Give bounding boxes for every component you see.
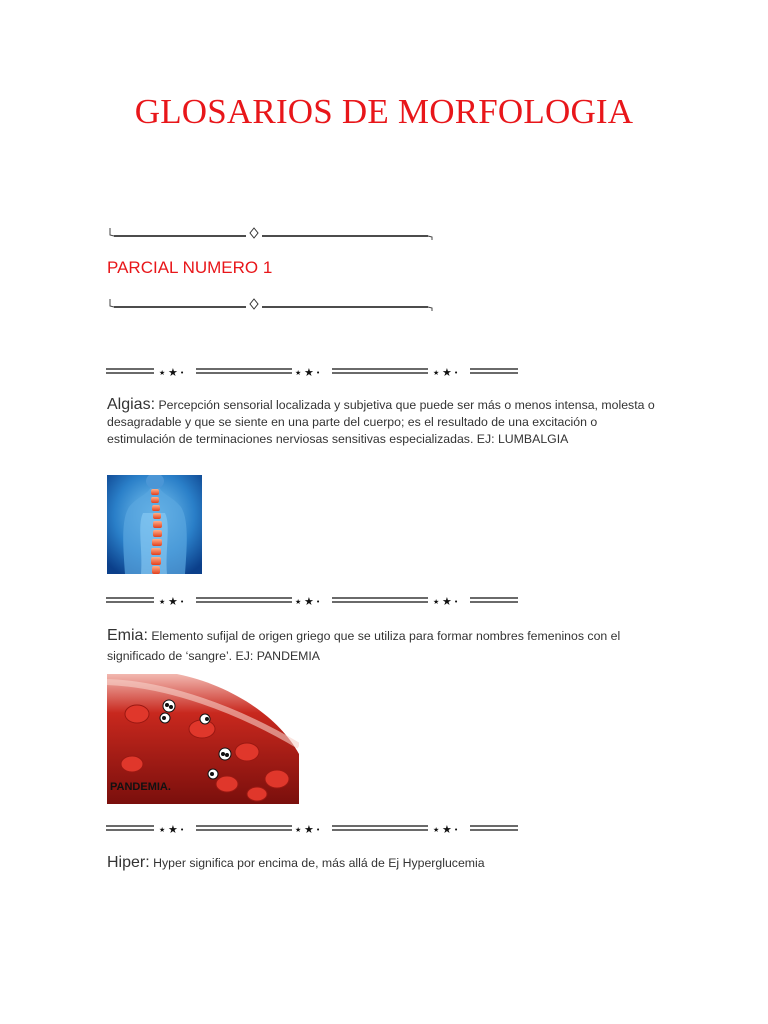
svg-text:★: ★: [168, 823, 178, 834]
svg-text:•: •: [316, 826, 321, 834]
glossary-entry-hiper: [107, 854, 667, 872]
svg-text:★: ★: [295, 369, 302, 377]
svg-text:★: ★: [304, 595, 314, 606]
ornamental-border-bottom: [108, 297, 434, 311]
glossary-definition: Elemento sufijal de origen griego que se utiliza para formar nombres femeninos con el significado de ‘sangre’. EJ: PANDEMIA: [107, 629, 621, 663]
svg-text:★: ★: [295, 826, 302, 834]
glossary-definition: Percepción sensorial localizada y subjetiva que puede ser más o menos intensa, molesta o desagradable y que se siente en una parte del cuerpo; es el resultado de una excitación o estimulación de terminaciones nerviosas sensitivas especializadas. EJ: LUMBALGIA: [107, 398, 655, 447]
section-subtitle: PARCIAL NUMERO 1: [107, 258, 273, 277]
svg-text:★: ★: [442, 823, 452, 834]
glossary-entry-algias: [107, 396, 667, 449]
svg-text:★: ★: [159, 369, 166, 377]
star-divider: [106, 822, 520, 834]
svg-text:★: ★: [159, 826, 166, 834]
glossary-definition: Hyper significa por encima de, más allá de Ej Hyperglucemia: [153, 856, 485, 870]
svg-text:★: ★: [433, 598, 440, 606]
svg-text:•: •: [180, 369, 185, 377]
blood-vessel-illustration: [107, 674, 299, 804]
svg-text:★: ★: [304, 823, 314, 834]
star-divider: [106, 594, 520, 606]
svg-text:★: ★: [168, 595, 178, 606]
svg-text:•: •: [316, 598, 321, 606]
star-divider: [106, 365, 520, 377]
document-title: GLOSARIOS DE MORFOLOGIA: [134, 92, 634, 131]
svg-text:•: •: [454, 826, 459, 834]
svg-text:•: •: [316, 369, 321, 377]
svg-text:★: ★: [168, 366, 178, 377]
svg-text:★: ★: [433, 369, 440, 377]
spine-back-illustration: [107, 475, 202, 574]
svg-text:•: •: [180, 826, 185, 834]
glossary-term: Hiper:: [107, 854, 150, 871]
glossary-term: Algias:: [107, 396, 156, 413]
svg-text:★: ★: [295, 598, 302, 606]
svg-text:★: ★: [433, 826, 440, 834]
svg-text:•: •: [180, 598, 185, 606]
svg-text:★: ★: [159, 598, 166, 606]
svg-text:★: ★: [442, 366, 452, 377]
glossary-entry-emia: [107, 626, 667, 666]
svg-text:•: •: [454, 598, 459, 606]
svg-text:★: ★: [304, 366, 314, 377]
svg-text:•: •: [454, 369, 459, 377]
image-caption: PANDEMIA.: [110, 781, 171, 793]
glossary-term: Emia:: [107, 627, 148, 644]
ornamental-border-top: [108, 226, 434, 240]
svg-text:★: ★: [442, 595, 452, 606]
